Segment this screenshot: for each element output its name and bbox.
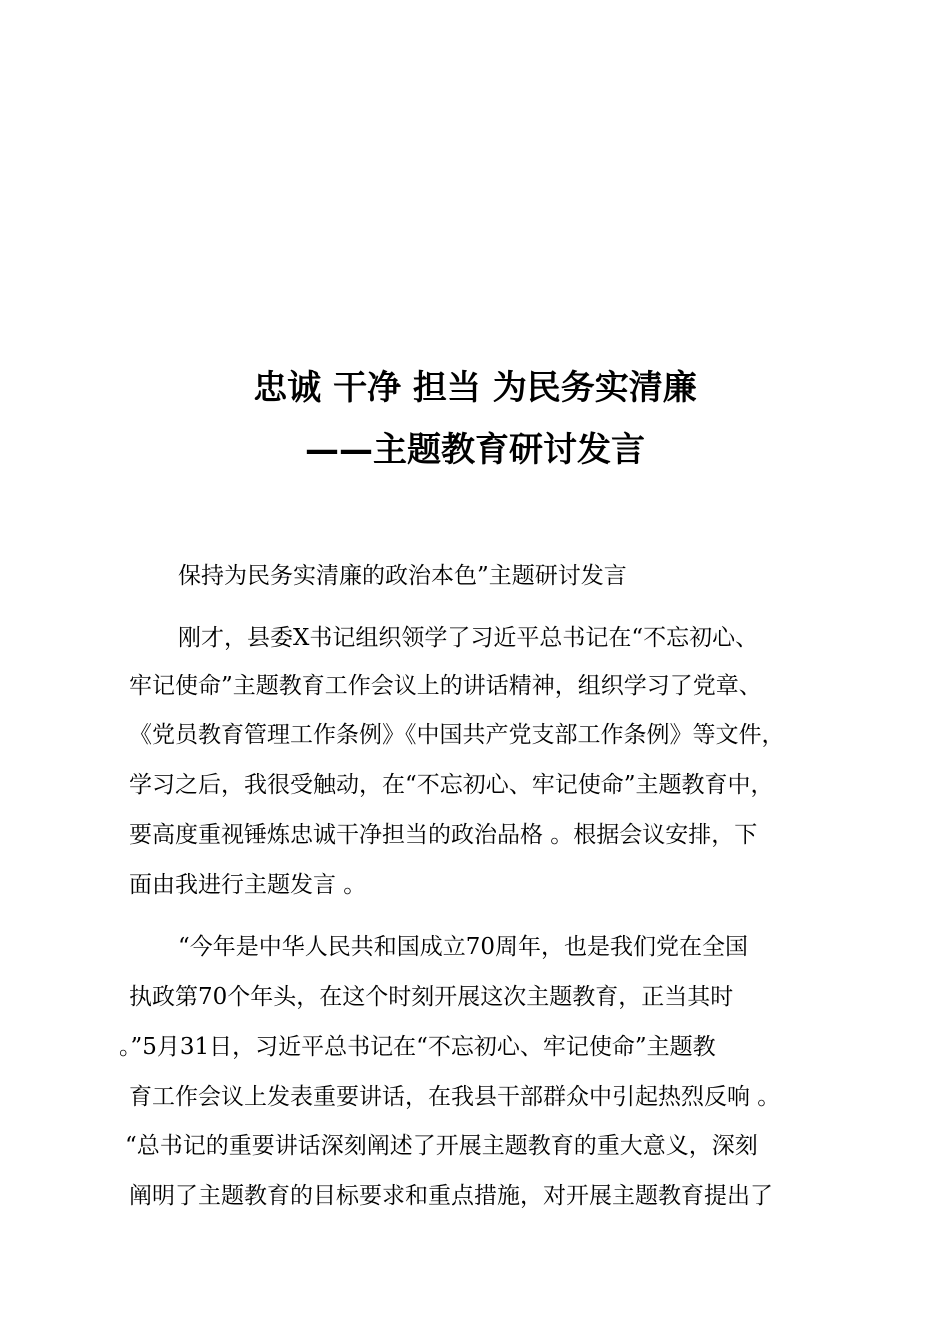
paragraph-line: 《党员教育管理工作条例》《中国共产党支部工作条例》等文件， bbox=[129, 722, 785, 748]
paragraph-line: 阐明了主题教育的目标要求和重点措施，对开展主题教育提出了 bbox=[129, 1183, 773, 1209]
paragraph-line: 。”5月31日，习近平总书记在“不忘初心、牢记使命”主题教 bbox=[119, 1034, 716, 1060]
paragraph-line: 学习之后，我很受触动，在“不忘初心、牢记使命”主题教育中， bbox=[129, 772, 774, 798]
paragraph-line: 要高度重视锤炼忠诚干净担当的政治品格 。根据会议安排，下 bbox=[129, 822, 758, 848]
paragraph-line: “今年是中华人民共和国成立70周年，也是我们党在全国 bbox=[178, 934, 749, 960]
paragraph-line: 执政第70个年头，在这个时刻开展这次主题教育，正当其时 bbox=[129, 984, 734, 1010]
document-subtitle: ——主题教育研讨发言 bbox=[305, 430, 645, 470]
paragraph-line: 牢记使命”主题教育工作会议上的讲话精神，组织学习了党章、 bbox=[129, 673, 762, 699]
paragraph-line: 刚才，县委X书记组织领学了习近平总书记在“不忘初心、 bbox=[178, 625, 759, 651]
paragraph-line: “总书记的重要讲话深刻阐述了开展主题教育的重大意义，深刻 bbox=[125, 1133, 758, 1159]
paragraph-line: 育工作会议上发表重要讲话，在我县干部群众中引起热烈反响 。 bbox=[129, 1084, 781, 1110]
document-title: 忠诚 干净 担当 为民务实清廉 bbox=[253, 368, 697, 408]
paragraph-line: 面由我进行主题发言 。 bbox=[129, 872, 367, 898]
subheading-line: 保持为民务实清廉的政治本色”主题研讨发言 bbox=[178, 563, 627, 589]
